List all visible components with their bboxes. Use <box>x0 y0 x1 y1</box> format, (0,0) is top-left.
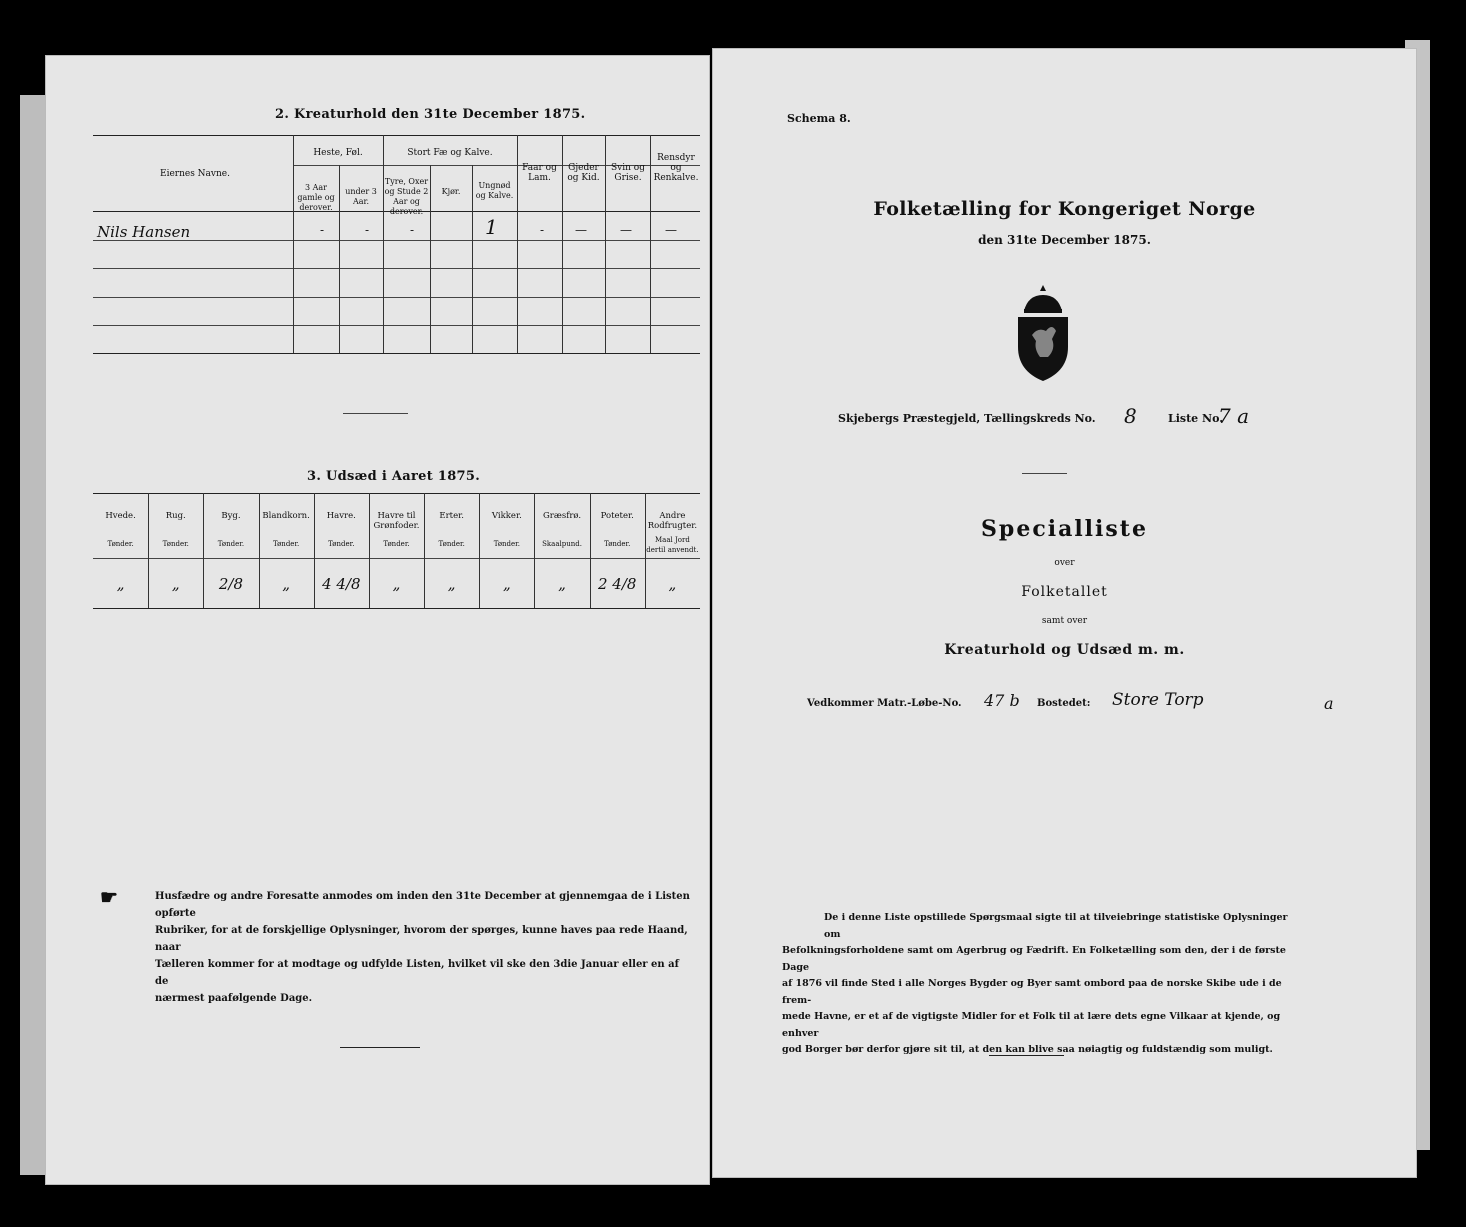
col-sheep-header: Faar og Lam. <box>522 163 557 183</box>
separator-rule <box>343 413 408 414</box>
notice-line-1: Husfædre og andre Foresatte anmodes om inden den 31te December at gjennemgaa de i Listen opførte <box>155 891 690 919</box>
crop-column-unit: Skaalpund. <box>542 540 582 548</box>
table3-header-rule <box>93 558 700 559</box>
empty-mark: — <box>665 223 677 237</box>
crop-column-header: Erter. <box>439 511 464 521</box>
explanation-paragraph <box>782 910 1302 1059</box>
crop-value-handwritten: „ <box>558 575 566 593</box>
crop-value-handwritten: „ <box>392 575 401 593</box>
empty-mark: - <box>540 223 545 237</box>
crop-column-unit: Tønder. <box>328 540 355 548</box>
col-horse-b-header: under 3 Aar. <box>345 187 377 206</box>
coat-of-arms-icon <box>1012 283 1074 383</box>
crop-column-header: Rug. <box>165 511 186 521</box>
bosted-label: Bostedet: <box>1037 698 1091 709</box>
crop-column-unit: Tønder. <box>217 540 245 548</box>
crop-column-unit: Tønder. <box>162 540 189 548</box>
table2-row-rule-3 <box>93 297 700 298</box>
paragraph-line-3: af 1876 vil finde Sted i alle Norges Bygder og Byer samt ombord paa de norske Skibe ude i de frem- <box>782 978 1282 1006</box>
table3-top-rule <box>93 493 700 494</box>
col-goats-header: Gjeder og Kid. <box>567 163 600 183</box>
matr-label: Vedkommer Matr.-Løbe-No. <box>807 698 962 709</box>
col-owner-header: Eiernes Navne. <box>160 169 230 179</box>
col-cattle-b-header: Kjør. <box>441 187 461 196</box>
crop-value-handwritten: 2 4/8 <box>597 575 637 593</box>
margin-mark-handwritten: a <box>1324 694 1334 713</box>
table2-col-divider <box>293 135 294 353</box>
crop-value-handwritten: 4 4/8 <box>322 575 361 593</box>
district-label: Skjebergs Præstegjeld, Tællingskreds No. <box>838 412 1096 425</box>
left-page <box>45 55 710 1185</box>
crop-column-header: Græsfrø. <box>542 511 582 521</box>
matr-number-handwritten: 47 b <box>984 691 1020 710</box>
samt-over-label: samt over <box>1041 616 1088 626</box>
crop-column-unit: Tønder. <box>438 540 465 548</box>
bosted-value-handwritten: Store Torp <box>1112 690 1204 710</box>
table2-col-divider <box>383 135 384 353</box>
crop-column-header: Byg. <box>221 511 241 521</box>
page-stack-left <box>20 95 48 1175</box>
col-reindeer-header: Rensdyr og Renkalve. <box>653 153 699 183</box>
col-horse-a-header: 3 Aar gamle og derover. <box>297 183 335 212</box>
pointing-hand-icon: ☛ <box>100 885 118 909</box>
crop-column-header: Hvede. <box>105 511 136 521</box>
list-label: Liste No. <box>1168 412 1224 425</box>
paragraph-line-2: Befolkningsforholdene samt om Agerbrug og Fædrift. En Folketælling som den, der i de første Dage <box>782 945 1286 973</box>
over-label: over <box>1054 558 1075 568</box>
group-cattle-header: Stort Fæ og Kalve. <box>407 148 493 158</box>
paragraph-line-1: De i denne Liste opstillede Spørgsmaal sigte til at tilveiebringe statistiske Oplysninger om <box>824 912 1288 940</box>
crop-value-handwritten: „ <box>447 575 456 593</box>
section3-title: 3. Udsæd i Aaret 1875. <box>307 469 481 484</box>
empty-mark: - <box>320 223 325 237</box>
owner-name-handwritten: Nils Hansen <box>97 223 191 241</box>
district-number-handwritten: 8 <box>1124 404 1137 428</box>
closing-rule <box>340 1047 420 1048</box>
paragraph-line-4: mede Havne, er et af de vigtigste Midler for et Folk til at lære dets egne Vilkaar at kjende, og enhver <box>782 1011 1281 1039</box>
special-list-title: Specialliste <box>981 516 1148 542</box>
empty-mark: — <box>575 223 587 237</box>
crop-column-header: Vikker. <box>491 511 522 521</box>
crop-value-handwritten: „ <box>668 575 677 593</box>
census-subtitle: den 31te December 1875. <box>978 233 1151 247</box>
census-title: Folketælling for Kongeriget Norge <box>873 198 1256 220</box>
col-cattle-a-header: Tyre, Oxer og Stude 2 Aar og derover. <box>384 177 429 216</box>
empty-mark: - <box>365 223 370 237</box>
crop-column-unit: Tønder. <box>107 540 134 548</box>
col-pigs-header: Svin og Grise. <box>611 163 645 183</box>
col-cattle-c-header: Ungnød og Kalve. <box>475 181 514 200</box>
separator-rule <box>1022 473 1067 474</box>
table2-row-rule-4 <box>93 325 700 326</box>
folketallet-label: Folketallet <box>1021 584 1108 600</box>
crop-column-unit: Tønder. <box>493 540 520 548</box>
notice-line-3: Tælleren kommer for at modtage og udfylde Listen, hvilket vil ske den 3die Januar eller en af de <box>155 959 679 987</box>
cows-count-handwritten: 1 <box>485 215 498 239</box>
table2-bottom-rule <box>93 353 700 354</box>
crop-column-unit: Tønder. <box>604 540 631 548</box>
list-number-handwritten: 7 a <box>1218 404 1250 428</box>
crop-column-header: Havre til Grønfoder. <box>373 511 420 531</box>
notice-line-2: Rubriker, for at de forskjellige Oplysninger, hvorom der spørges, kunne haves paa rede Haand, naar <box>155 925 688 953</box>
crop-value-handwritten: „ <box>502 575 511 593</box>
crop-value-handwritten: „ <box>171 575 180 593</box>
crop-value-handwritten: „ <box>116 575 125 593</box>
closing-rule <box>989 1055 1064 1056</box>
crop-column-unit: Maal Jord dertil anvendt. <box>646 536 699 554</box>
crop-column-unit: Tønder. <box>383 540 410 548</box>
schema-label: Schema 8. <box>787 112 851 125</box>
group-horses-header: Heste, Føl. <box>313 148 363 158</box>
table2-row-rule-2 <box>93 268 700 269</box>
crop-column-header: Andre Rodfrugter. <box>647 511 698 531</box>
crop-value-handwritten: „ <box>282 575 290 593</box>
table2-top-rule <box>93 135 700 136</box>
crop-column-header: Poteter. <box>600 511 634 521</box>
notice-line-4: nærmest paafølgende Dage. <box>155 993 313 1004</box>
section2-title: 2. Kreaturhold den 31te December 1875. <box>275 107 586 122</box>
paragraph-line-5: god Borger bør derfor gjøre sit til, at den kan blive saa nøiagtig og fuldstændig som muligt. <box>782 1044 1273 1055</box>
crop-column-unit: Tønder. <box>272 540 300 548</box>
kreatur-line: Kreaturhold og Udsæd m. m. <box>944 642 1185 658</box>
crop-value-handwritten: 2/8 <box>218 575 244 593</box>
right-page <box>712 48 1417 1178</box>
empty-mark: — <box>620 223 632 237</box>
crop-column-header: Havre. <box>326 511 356 521</box>
notice-text <box>155 888 695 1007</box>
crop-column-header: Blandkorn. <box>262 511 310 521</box>
table3-bottom-rule <box>93 608 700 609</box>
empty-mark: - <box>410 223 415 237</box>
